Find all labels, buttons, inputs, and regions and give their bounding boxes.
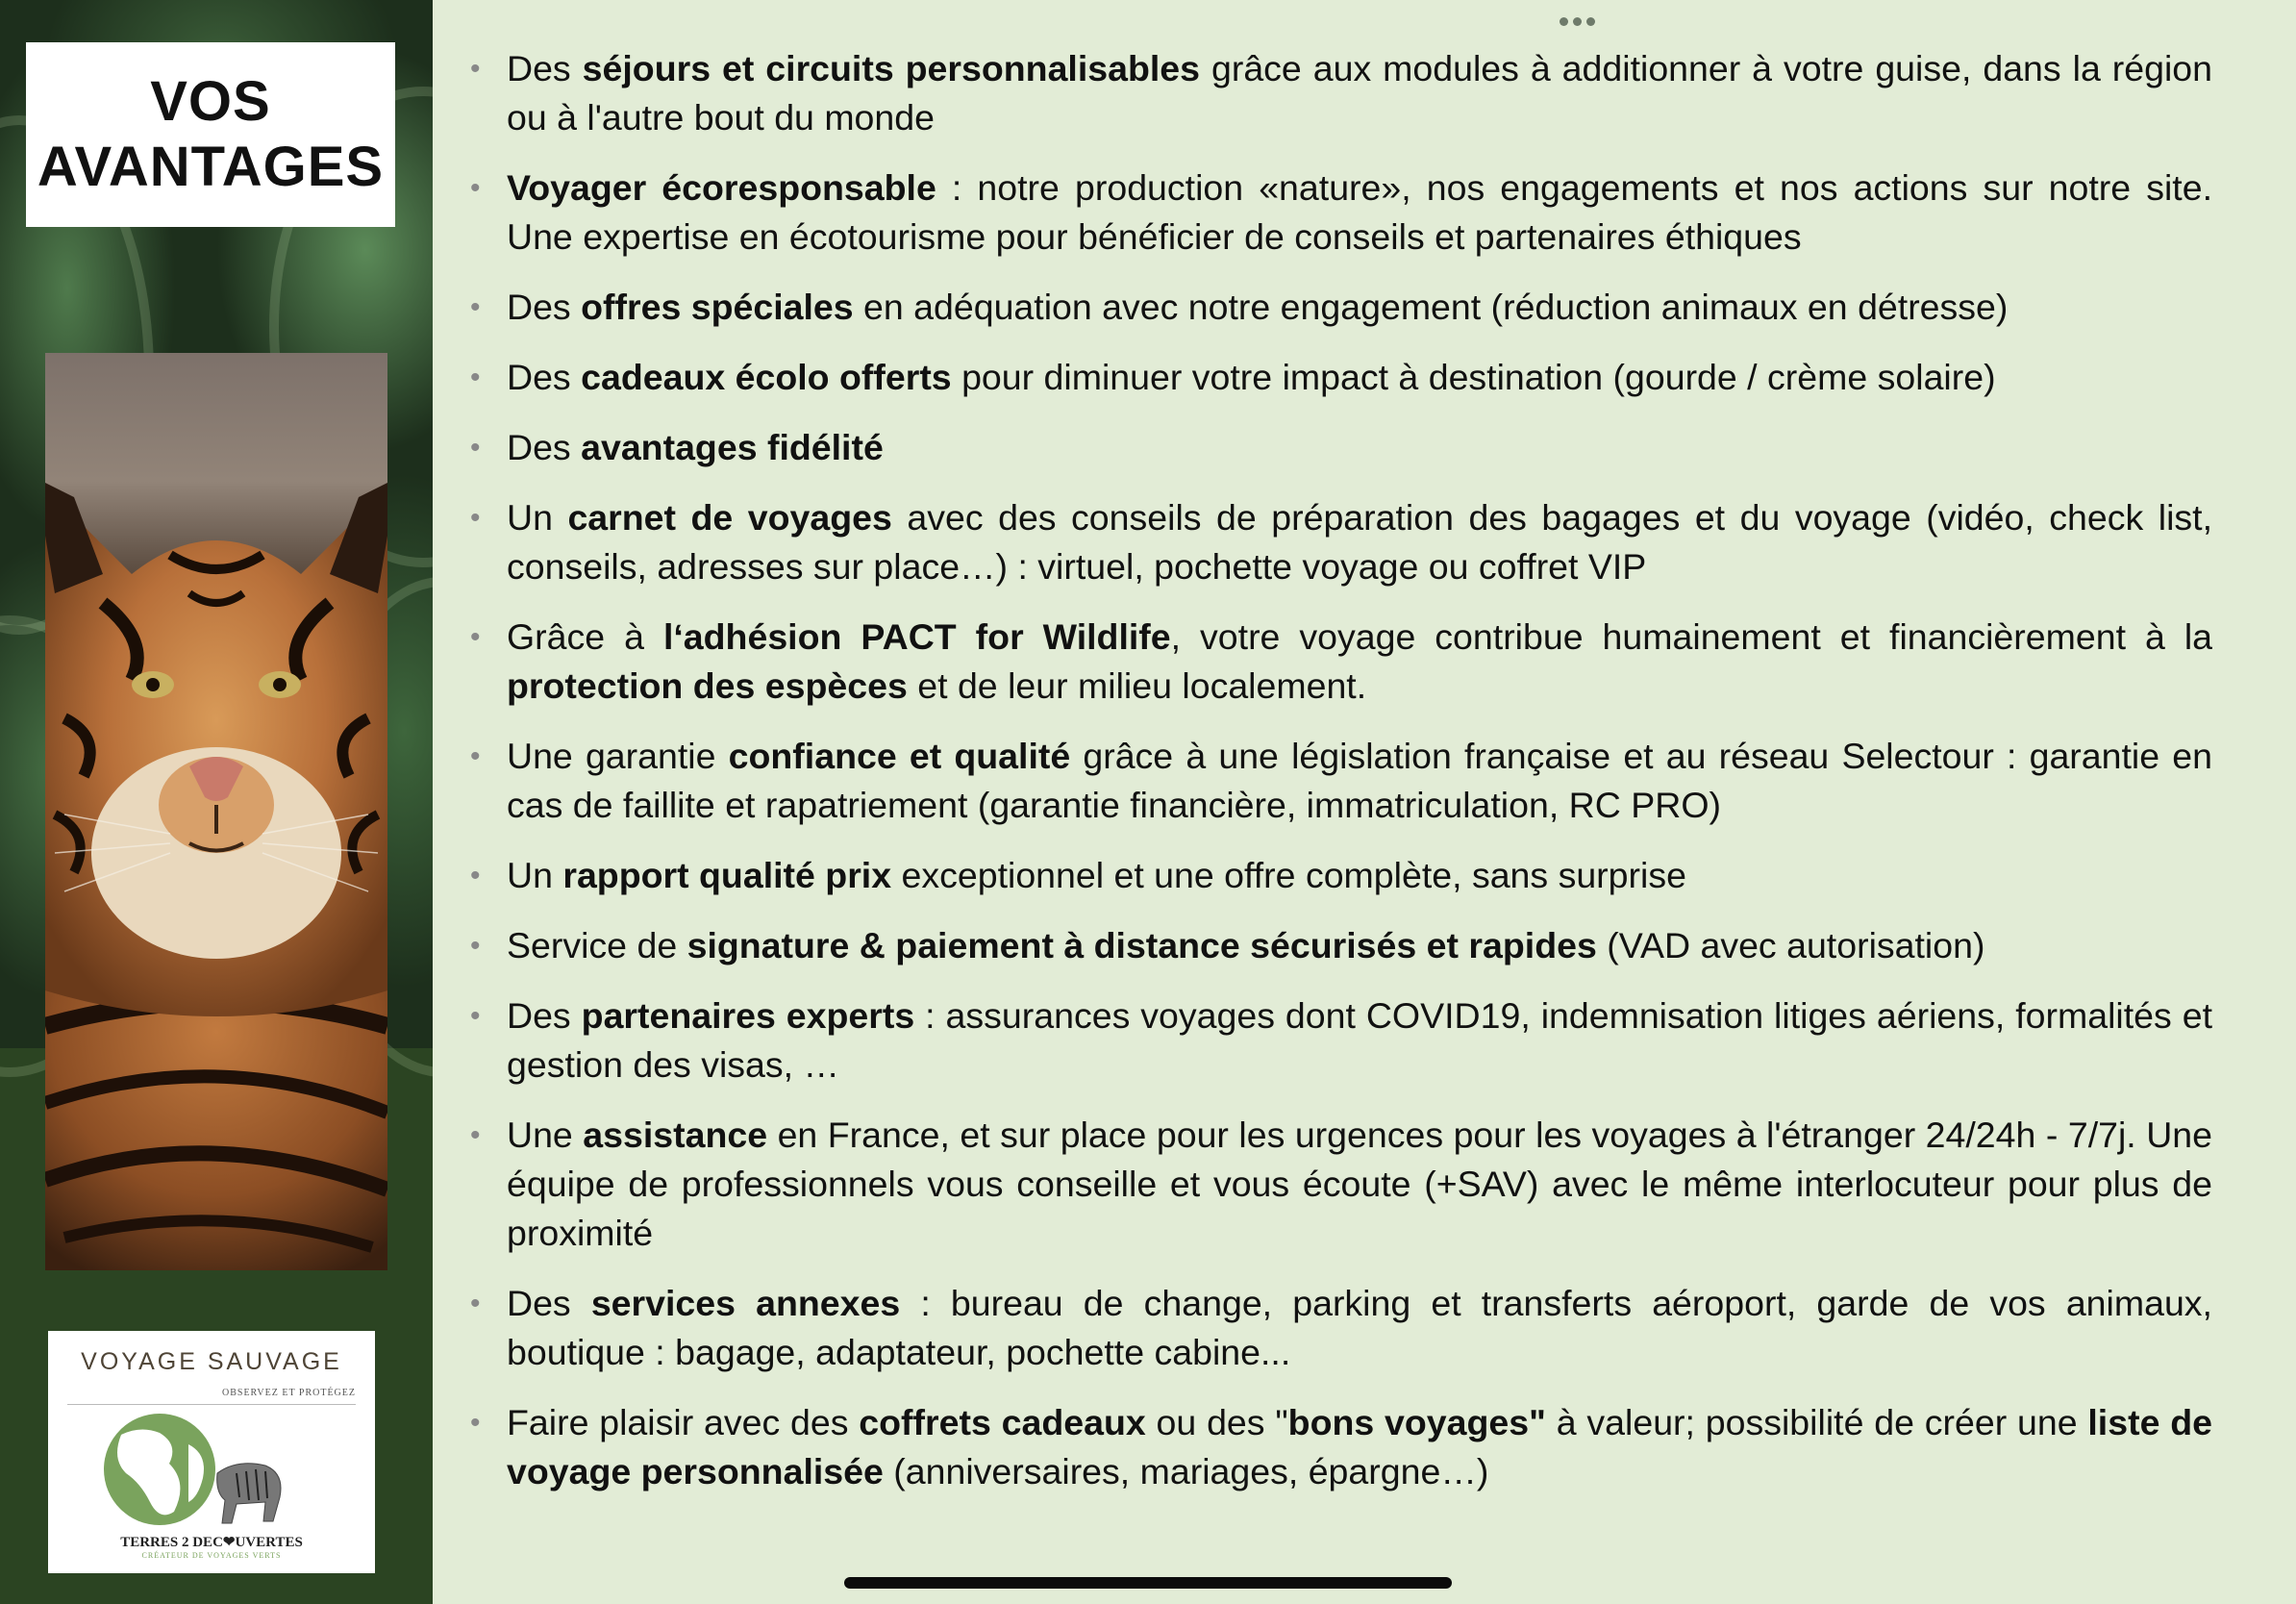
bold-text: Voyager écoresponsable (507, 167, 936, 208)
logo-title: VOYAGE SAUVAGE (81, 1348, 342, 1375)
bullet-icon: • (470, 1000, 481, 1032)
company-logo (48, 1331, 375, 1573)
list-item (459, 493, 2212, 591)
bullet-icon: • (470, 362, 481, 393)
bold-text: carnet de voyages (567, 497, 892, 538)
ellipsis-dot (1573, 17, 1582, 26)
bullet-icon: • (470, 502, 481, 534)
bold-text: partenaires experts (581, 995, 915, 1036)
bold-text: rapport qualité prix (562, 855, 892, 895)
text: et de leur milieu localement. (907, 665, 1367, 706)
text: Des (507, 427, 582, 467)
logo-divider (67, 1404, 356, 1405)
list-item (459, 1111, 2212, 1258)
bold-text: assistance (583, 1115, 768, 1155)
text: (VAD avec autorisation) (1596, 925, 1985, 965)
bold-text: l‘adhésion PACT for Wildlife (662, 616, 1171, 657)
bullet-icon: • (470, 930, 481, 962)
text: en adéquation avec notre engagement (réduction animaux en détresse) (853, 287, 2009, 327)
bullet-icon: • (470, 1288, 481, 1319)
text: Faire plaisir avec des (507, 1402, 860, 1442)
text: Une garantie (507, 736, 729, 776)
text: , votre voyage contribue humainement et financièrement à la (1170, 616, 2213, 657)
text: : assurances voyages dont COVID19, indemnisation litiges aériens, formalités et gestion des visas, … (507, 995, 2213, 1085)
text: Des (507, 48, 583, 88)
text: exceptionnel et une offre complète, sans surprise (891, 855, 1686, 895)
bullet-icon: • (470, 1119, 481, 1151)
list-item (459, 1398, 2212, 1496)
logo-brand: TERRES 2 DEC❤UVERTES (120, 1535, 303, 1550)
text: avec des conseils de préparation des bagages et du voyage (vidéo, check list, conseils, adresses sur place…) : virtuel, pochette voyage ou coffret VIP (507, 497, 2213, 587)
text: Une (507, 1115, 584, 1155)
list-item (459, 423, 2212, 472)
text: Un (507, 497, 568, 538)
logo-tagline: CRÉATEUR DE VOYAGES VERTS (141, 1551, 282, 1560)
ellipsis-dot (1586, 17, 1595, 26)
text: : notre production «nature», nos engagements et nos actions sur notre site. Une expertise en écotourisme pour bénéficier de conseils et partenaires éthiques (507, 167, 2212, 257)
bold-text: liste de voyage personnalisée (507, 1402, 2212, 1491)
page-title-line-1: VOS (150, 70, 271, 133)
list-item (459, 283, 2212, 332)
text: Service de (507, 925, 687, 965)
text: Des (507, 357, 582, 397)
list-item (459, 732, 2212, 830)
bold-text: cadeaux écolo offerts (581, 357, 952, 397)
bold-text: confiance et qualité (728, 736, 1071, 776)
list-item (459, 921, 2212, 970)
list-item (459, 353, 2212, 402)
text: grâce à une législation française et au réseau Selectour : garantie en cas de faillite et rapatriement (garantie financière, immatriculation, RC PRO) (507, 736, 2212, 825)
text: pour diminuer votre impact à destination (gourde / crème solaire) (951, 357, 1996, 397)
ellipsis-dot (1560, 17, 1568, 26)
bullet-icon: • (470, 860, 481, 891)
text: grâce aux modules à additionner à votre guise, dans la région ou à l'autre bout du monde (507, 48, 2212, 138)
advantages-list (459, 44, 2212, 1517)
text: : bureau de change, parking et transferts aéroport, garde de vos animaux, boutique : bagage, adaptateur, pochette cabine... (507, 1283, 2212, 1372)
bold-text: séjours et circuits personnalisables (582, 48, 1201, 88)
text: Grâce à (507, 616, 663, 657)
bold-text: services annexes (590, 1283, 901, 1323)
bold-text: coffrets cadeaux (859, 1402, 1146, 1442)
text: Un (507, 855, 563, 895)
text: ou des " (1145, 1402, 1288, 1442)
home-indicator[interactable] (844, 1577, 1452, 1589)
bullet-icon: • (470, 53, 481, 85)
globe-tiger-icon (83, 1406, 294, 1531)
bold-text: avantages fidélité (581, 427, 884, 467)
tiger-photo (45, 353, 387, 1270)
bullet-icon: • (470, 740, 481, 772)
bold-text: signature & paiement à distance sécurisés et rapides (686, 925, 1597, 965)
list-item (459, 1279, 2212, 1377)
bullet-icon: • (470, 172, 481, 204)
bold-text: offres spéciales (581, 287, 854, 327)
logo-subtitle: OBSERVEZ ET PROTÉGEZ (221, 1388, 356, 1398)
ellipsis-icon[interactable] (1560, 17, 1595, 26)
bold-text: protection des espèces (507, 665, 908, 706)
page-title-line-2: AVANTAGES (37, 136, 385, 198)
bold-text: bons voyages" (1287, 1402, 1546, 1442)
bullet-icon: • (470, 291, 481, 323)
text: (anniversaires, mariages, épargne…) (883, 1451, 1489, 1491)
list-item (459, 991, 2212, 1090)
list-item (459, 851, 2212, 900)
bullet-icon: • (470, 1407, 481, 1439)
text: Des (507, 995, 582, 1036)
sidebar-panel (0, 0, 433, 1604)
text: Des (507, 1283, 591, 1323)
list-item (459, 613, 2212, 711)
text: Des (507, 287, 582, 327)
bullet-icon: • (470, 432, 481, 464)
list-item (459, 163, 2212, 262)
text: à valeur; possibilité de créer une (1545, 1402, 2088, 1442)
bullet-icon: • (470, 621, 481, 653)
text: en France, et sur place pour les urgences pour les voyages à l'étranger 24/24h - 7/7j. Une équipe de professionnels vous conseille et vous écoute (+SAV) avec le même interlocuteur pour plus de proximité (507, 1115, 2212, 1253)
title-box (26, 42, 395, 227)
list-item (459, 44, 2212, 142)
